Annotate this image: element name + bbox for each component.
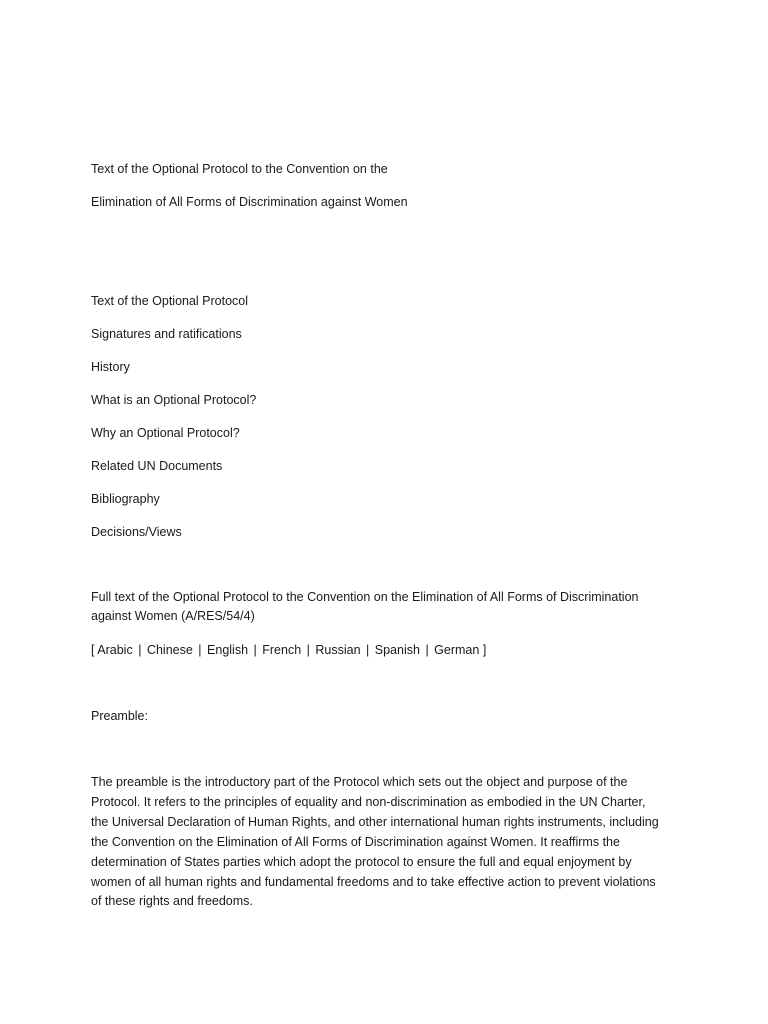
language-link-russian[interactable]: Russian xyxy=(315,643,361,657)
language-separator: | xyxy=(425,643,429,657)
language-separator: | xyxy=(306,643,310,657)
language-bracket-open: [ xyxy=(91,643,95,657)
language-link-french[interactable]: French xyxy=(262,643,302,657)
nav-link-decisions-views[interactable]: Decisions/Views xyxy=(91,525,182,539)
document-title-line-2: Elimination of All Forms of Discrimination against Women xyxy=(91,195,408,209)
preamble-line-4: the Convention on the Elimination of All Forms of Discrimination against Women. It reaffirms the xyxy=(91,835,620,849)
document-title-line-1: Text of the Optional Protocol to the Convention on the xyxy=(91,162,388,176)
nav-link-what-is-protocol[interactable]: What is an Optional Protocol? xyxy=(91,393,257,407)
nav-link-bibliography[interactable]: Bibliography xyxy=(91,492,160,506)
language-link-german[interactable]: German xyxy=(434,643,480,657)
preamble-line-1: The preamble is the introductory part of the Protocol which sets out the object and purpose of the xyxy=(91,775,628,789)
language-separator: | xyxy=(366,643,370,657)
preamble-line-2: Protocol. It refers to the principles of equality and non-discrimination as embodied in the UN Charter, xyxy=(91,795,646,809)
preamble-line-5: determination of States parties which adopt the protocol to ensure the full and equal enjoyment by xyxy=(91,855,632,869)
language-link-arabic[interactable]: Arabic xyxy=(97,643,133,657)
language-selector xyxy=(91,640,486,660)
preamble-heading: Preamble: xyxy=(91,709,148,723)
language-link-english[interactable]: English xyxy=(207,643,249,657)
language-separator: | xyxy=(253,643,257,657)
preamble-line-3: the Universal Declaration of Human Rights, and other international human rights instruments, including xyxy=(91,815,659,829)
nav-link-why-protocol[interactable]: Why an Optional Protocol? xyxy=(91,426,240,440)
language-separator: | xyxy=(138,643,142,657)
nav-link-related-documents[interactable]: Related UN Documents xyxy=(91,459,223,473)
fulltext-heading-line-2: against Women (A/RES/54/4) xyxy=(91,609,255,623)
language-link-spanish[interactable]: Spanish xyxy=(374,643,420,657)
fulltext-heading-line-1: Full text of the Optional Protocol to the Convention on the Elimination of All Forms of Discrimination xyxy=(91,590,639,604)
nav-link-text-of-protocol[interactable]: Text of the Optional Protocol xyxy=(91,294,249,308)
language-link-chinese[interactable]: Chinese xyxy=(146,643,193,657)
preamble-line-6: women of all human rights and fundamental freedoms and to take effective action to prevent violations xyxy=(91,875,656,889)
language-bracket-close: ] xyxy=(482,643,487,657)
preamble-line-7: of these rights and freedoms. xyxy=(91,894,253,908)
language-separator: | xyxy=(198,643,202,657)
nav-link-signatures[interactable]: Signatures and ratifications xyxy=(91,327,242,341)
nav-link-history[interactable]: History xyxy=(91,360,130,374)
